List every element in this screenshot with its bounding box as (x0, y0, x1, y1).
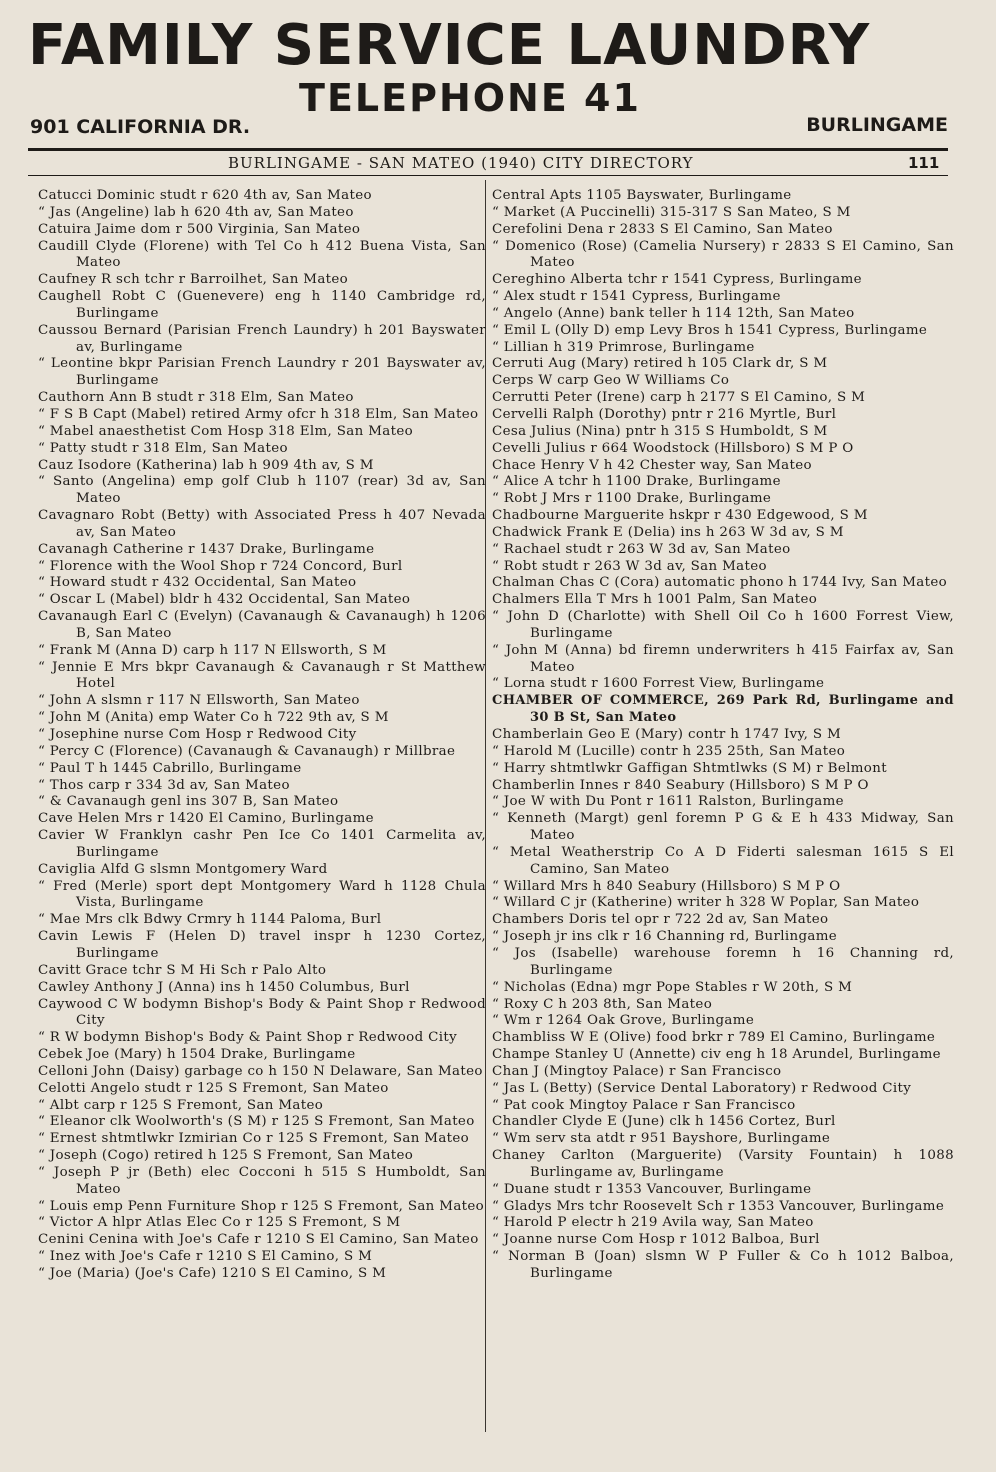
directory-entry: Cerruti Aug (Mary) retired h 105 Clark dr, S M (492, 356, 828, 372)
directory-entry: Chace Henry V h 42 Chester way, San Mateo (492, 457, 812, 473)
directory-entry: Chandler Clyde E (June) clk h 1456 Cortez, Burl (492, 1114, 836, 1130)
directory-entry: “ Joe W with Du Pont r 1611 Ralston, Burlingame (492, 794, 844, 810)
directory-entry: “ Norman B (Joan) slsmn W P Fuller & Co h 1012 Balboa, Burlingame (492, 1249, 954, 1281)
directory-entry: “ Wm r 1264 Oak Grove, Burlingame (492, 1013, 755, 1029)
directory-entry: “ Inez with Joe's Cafe r 1210 S El Camino, S M (38, 1249, 373, 1265)
directory-entry: Cerrutti Peter (Irene) carp h 2177 S El Camino, S M (492, 390, 866, 406)
directory-entry: “ Harold P electr h 219 Avila way, San Mateo (492, 1215, 814, 1231)
directory-entry: “ Robt studt r 263 W 3d av, San Mateo (492, 558, 767, 574)
directory-entry: “ Eleanor clk Woolworth's (S M) r 125 S Fremont, San Mateo (38, 1114, 475, 1130)
directory-entry: Chamberlin Innes r 840 Seabury (Hillsboro) S M P O (492, 777, 869, 793)
running-head-rule (28, 175, 948, 176)
directory-entry: Cerps W carp Geo W Williams Co (492, 373, 730, 389)
directory-entry: “ John A slsmn r 117 N Ellsworth, San Mateo (38, 693, 360, 709)
directory-entry: Central Apts 1105 Bayswater, Burlingame (492, 188, 792, 203)
directory-entry: “ Mabel anaesthetist Com Hosp 318 Elm, San Mateo (38, 423, 414, 439)
directory-entry: “ Angelo (Anne) bank teller h 114 12th, San Mateo (492, 305, 855, 321)
directory-entry: “ Mae Mrs clk Bdwy Crmry h 1144 Paloma, Burl (38, 912, 382, 928)
directory-entry: Caughell Robt C (Guenevere) eng h 1140 Cambridge rd, Burlingame (38, 289, 486, 321)
directory-entry: Caviglia Alfd G slsmn Montgomery Ward (38, 861, 328, 877)
directory-entry: “ Santo (Angelina) emp golf Club h 1107 (rear) 3d av, San Mateo (38, 474, 486, 507)
directory-entry: Cave Helen Mrs r 1420 El Camino, Burlingame (38, 811, 374, 827)
directory-entry: “ Harold M (Lucille) contr h 235 25th, San Mateo (492, 743, 846, 759)
directory-entry: Celloni John (Daisy) garbage co h 150 N Delaware, San Mateo (38, 1063, 483, 1079)
directory-entry: “ Thos carp r 334 3d av, San Mateo (38, 777, 290, 793)
directory-entry: “ F S B Capt (Mabel) retired Army ofcr h 318 Elm, San Mateo (38, 406, 479, 422)
directory-entry: “ Paul T h 1445 Cabrillo, Burlingame (38, 760, 302, 776)
directory-entry: Caussou Bernard (Parisian French Laundry) h 201 Bayswater av, Burlingame (38, 322, 486, 355)
directory-entry: “ Alex studt r 1541 Cypress, Burlingame (492, 289, 781, 305)
directory-entry: “ Joseph jr ins clk r 16 Channing rd, Burlingame (492, 929, 838, 945)
directory-entry: “ Albt carp r 125 S Fremont, San Mateo (38, 1097, 324, 1113)
directory-entry: “ Harry shtmtlwkr Gaffigan Shtmtlwks (S M) r Belmont (492, 760, 887, 776)
running-head: BURLINGAME - SAN MATEO (1940) CITY DIRECTORY (228, 154, 694, 172)
directory-entry: “ Howard studt r 432 Occidental, San Mateo (38, 575, 357, 591)
directory-entry: “ Roxy C h 203 8th, San Mateo (492, 996, 713, 1012)
directory-entry: Caufney R sch tchr r Barroilhet, San Mateo (38, 272, 349, 288)
directory-entry: “ Ernest shtmtlwkr Izmirian Co r 125 S Fremont, San Mateo (38, 1131, 470, 1147)
directory-entry: “ Willard Mrs h 840 Seabury (Hillsboro) S M P O (492, 878, 841, 894)
directory-entry: Chadbourne Marguerite hskpr r 430 Edgewood, S M (492, 508, 868, 524)
directory-entry: “ Lillian h 319 Primrose, Burlingame (492, 339, 755, 355)
directory-entry: Catuira Jaime dom r 500 Virginia, San Mateo (38, 221, 361, 237)
directory-entry: “ Kenneth (Margt) genl foremn P G & E h 433 Midway, San Mateo (492, 811, 954, 844)
right-column (492, 188, 954, 1283)
ad-city: BURLINGAME (806, 114, 948, 136)
directory-entry: Cavanagh Catherine r 1437 Drake, Burlingame (38, 541, 375, 557)
directory-entry: “ Jos (Isabelle) warehouse foremn h 16 Channing rd, Burlingame (492, 945, 954, 978)
directory-entry: Cauthorn Ann B studt r 318 Elm, San Mateo (38, 390, 354, 406)
ad-address: 901 CALIFORNIA DR. (30, 116, 251, 138)
directory-entry: “ Patty studt r 318 Elm, San Mateo (38, 440, 288, 456)
directory-entry: “ Josephine nurse Com Hosp r Redwood City (38, 727, 357, 742)
directory-entry: Cavanaugh Earl C (Evelyn) (Cavanaugh & Cavanaugh) h 1206 B, San Mateo (38, 609, 486, 641)
directory-entry: “ Pat cook Mingtoy Palace r San Francisco (492, 1097, 796, 1113)
directory-entry: Cavier W Franklyn cashr Pen Ice Co 1401 Carmelita av, Burlingame (38, 828, 486, 860)
header-rule (28, 148, 948, 151)
directory-entry: “ R W bodymn Bishop's Body & Paint Shop r Redwood City (38, 1030, 457, 1046)
directory-entry: Cebek Joe (Mary) h 1504 Drake, Burlingame (38, 1047, 356, 1063)
directory-entry: Chalman Chas C (Cora) automatic phono h 1744 Ivy, San Mateo (492, 575, 948, 591)
directory-entry: Cauz Isodore (Katherina) lab h 909 4th av, S M (38, 457, 374, 473)
directory-entry: Cavagnaro Robt (Betty) with Associated Press h 407 Nevada av, San Mateo (38, 508, 486, 540)
directory-entry: “ Duane studt r 1353 Vancouver, Burlingame (492, 1181, 812, 1197)
directory-entry: “ Joanne nurse Com Hosp r 1012 Balboa, Burl (492, 1232, 820, 1248)
directory-entry: “ & Cavanaugh genl ins 307 B, San Mateo (38, 794, 339, 810)
directory-entry: “ Frank M (Anna D) carp h 117 N Ellsworth, S M (38, 642, 387, 658)
directory-entry: Cereghino Alberta tchr r 1541 Cypress, Burlingame (492, 272, 862, 288)
directory-entry: Chan J (Mingtoy Palace) r San Francisco (492, 1063, 782, 1079)
directory-entry: Cerefolini Dena r 2833 S El Camino, San Mateo (492, 221, 833, 237)
directory-entry: “ Percy C (Florence) (Cavanaugh & Cavanaugh) r Millbrae (38, 743, 456, 759)
directory-entry: Cervelli Ralph (Dorothy) pntr r 216 Myrtle, Burl (492, 406, 837, 422)
directory-entry: CHAMBER OF COMMERCE, 269 Park Rd, Burlingame and 30 B St, San Mateo (492, 693, 954, 726)
directory-entry: “ Fred (Merle) sport dept Montgomery Ward h 1128 Chula Vista, Burlingame (38, 878, 486, 911)
directory-entry: Champe Stanley U (Annette) civ eng h 18 Arundel, Burlingame (492, 1047, 941, 1063)
left-column (38, 188, 486, 1283)
page-number: 111 (908, 154, 940, 172)
directory-entry: “ Rachael studt r 263 W 3d av, San Mateo (492, 541, 791, 557)
directory-entry: “ Willard C jr (Katherine) writer h 328 W Poplar, San Mateo (492, 895, 920, 911)
directory-entry: “ John D (Charlotte) with Shell Oil Co h 1600 Forrest View, Burlingame (492, 609, 954, 641)
directory-entry: “ Emil L (Olly D) emp Levy Bros h 1541 Cypress, Burlingame (492, 322, 928, 338)
directory-entry: “ Gladys Mrs tchr Roosevelt Sch r 1353 Vancouver, Burlingame (492, 1198, 945, 1214)
directory-entry: Caudill Clyde (Florene) with Tel Co h 412 Buena Vista, San Mateo (38, 238, 486, 271)
directory-entry: “ Alice A tchr h 1100 Drake, Burlingame (492, 474, 781, 490)
directory-entry: “ Joe (Maria) (Joe's Cafe) 1210 S El Camino, S M (38, 1266, 387, 1281)
directory-entry: “ Joseph P jr (Beth) elec Cocconi h 515 S Humboldt, San Mateo (38, 1164, 486, 1197)
directory-entry: Cevelli Julius r 664 Woodstock (Hillsboro) S M P O (492, 440, 854, 456)
ad-title: FAMILY SERVICE LAUNDRY (28, 13, 871, 78)
directory-entry: “ John M (Anita) emp Water Co h 722 9th av, S M (38, 710, 389, 726)
directory-entry: Celotti Angelo studt r 125 S Fremont, San Mateo (38, 1080, 389, 1096)
directory-entry: “ Robt J Mrs r 1100 Drake, Burlingame (492, 491, 772, 507)
directory-entry: Cesa Julius (Nina) pntr h 315 S Humboldt, S M (492, 423, 828, 439)
directory-entry: “ Lorna studt r 1600 Forrest View, Burlingame (492, 676, 825, 692)
directory-entry: Chadwick Frank E (Delia) ins h 263 W 3d av, S M (492, 524, 844, 540)
directory-entry: “ Nicholas (Edna) mgr Pope Stables r W 20th, S M (492, 979, 853, 995)
directory-entry: “ Victor A hlpr Atlas Elec Co r 125 S Fremont, S M (38, 1215, 401, 1231)
directory-entry: Catucci Dominic studt r 620 4th av, San Mateo (38, 188, 372, 203)
directory-entry: “ Market (A Puccinelli) 315-317 S San Mateo, S M (492, 204, 851, 220)
directory-entry: Chalmers Ella T Mrs h 1001 Palm, San Mateo (492, 592, 818, 608)
directory-entry: Cavitt Grace tchr S M Hi Sch r Palo Alto (38, 962, 327, 978)
directory-entry: Caywood C W bodymn Bishop's Body & Paint Shop r Redwood City (38, 996, 486, 1029)
directory-entry: “ Joseph (Cogo) retired h 125 S Fremont, San Mateo (38, 1148, 414, 1164)
directory-entry: “ Oscar L (Mabel) bldr h 432 Occidental, San Mateo (38, 592, 411, 608)
directory-entry: Cavin Lewis F (Helen D) travel inspr h 1230 Cortez, Burlingame (38, 929, 486, 961)
directory-entry: Cenini Cenina with Joe's Cafe r 1210 S El Camino, San Mateo (38, 1232, 479, 1248)
directory-entry: “ John M (Anna) bd firemn underwriters h 415 Fairfax av, San Mateo (492, 642, 954, 675)
directory-entry: “ Jas L (Betty) (Service Dental Laboratory) r Redwood City (492, 1080, 912, 1096)
directory-entry: Chambliss W E (Olive) food brkr r 789 El Camino, Burlingame (492, 1030, 936, 1046)
directory-entry: “ Florence with the Wool Shop r 724 Concord, Burl (38, 558, 403, 574)
directory-entry: “ Domenico (Rose) (Camelia Nursery) r 2833 S El Camino, San Mateo (492, 238, 954, 271)
ad-phone: TELEPHONE 41 (299, 76, 641, 120)
directory-entry: Cawley Anthony J (Anna) ins h 1450 Columbus, Burl (38, 979, 410, 995)
directory-entry: Chaney Carlton (Marguerite) (Varsity Fountain) h 1088 Burlingame av, Burlingame (492, 1148, 954, 1180)
directory-entry: Chamberlain Geo E (Mary) contr h 1747 Ivy, S M (492, 727, 842, 742)
directory-entry: Chambers Doris tel opr r 722 2d av, San Mateo (492, 912, 829, 928)
directory-entry: “ Leontine bkpr Parisian French Laundry r 201 Bayswater av, Burlingame (38, 356, 486, 389)
directory-entry: “ Metal Weatherstrip Co A D Fiderti salesman 1615 S El Camino, San Mateo (492, 844, 954, 877)
directory-entry: “ Wm serv sta atdt r 951 Bayshore, Burlingame (492, 1131, 831, 1147)
directory-entry: “ Jennie E Mrs bkpr Cavanaugh & Cavanaugh r St Matthew Hotel (38, 659, 486, 692)
directory-entry: “ Louis emp Penn Furniture Shop r 125 S Fremont, San Mateo (38, 1198, 485, 1214)
directory-entry: “ Jas (Angeline) lab h 620 4th av, San Mateo (38, 204, 354, 220)
